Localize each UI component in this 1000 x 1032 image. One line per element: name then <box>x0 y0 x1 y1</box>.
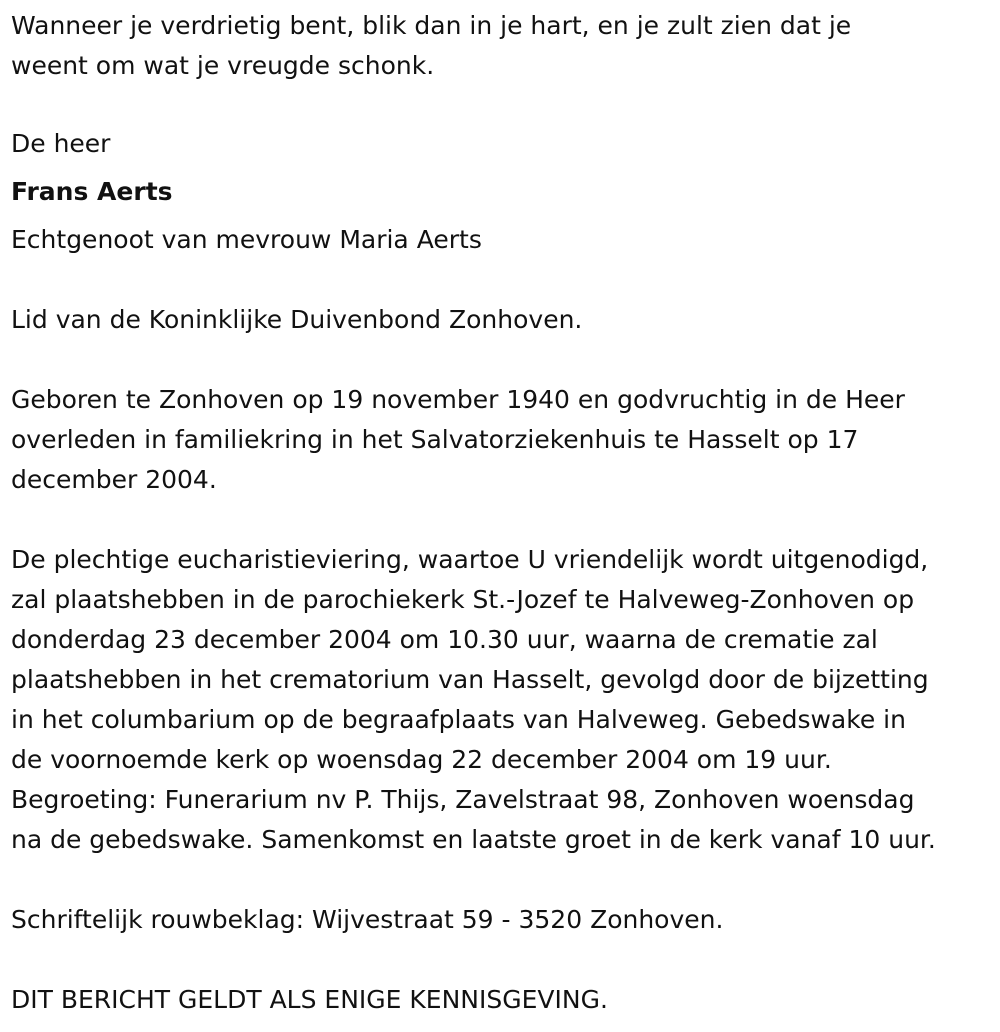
opening-quote: Wanneer je verdrietig bent, blik dan in je hart, en je zult zien dat je weent om wat je vreugde schonk. <box>11 11 852 80</box>
obituary-document <box>11 6 996 1020</box>
notice-line: DIT BERICHT GELDT ALS ENIGE KENNISGEVING. <box>11 985 608 1014</box>
condolence-address: Schriftelijk rouwbeklag: Wijvestraat 59 - 3520 Zonhoven. <box>11 905 724 934</box>
salutation: De heer <box>11 129 111 158</box>
deceased-name: Frans Aerts <box>11 177 173 206</box>
spouse-line: Echtgenoot van mevrouw Maria Aerts <box>11 225 482 254</box>
ceremony-paragraph: De plechtige eucharistieviering, waartoe U vriendelijk wordt uitgenodigd, zal plaatshebben in de parochiekerk St.-Jozef te Halveweg-Zonhoven op donderdag 23 december 2004 om 10.30 uur, waarna de crematie zal plaatshebben in het crematorium van Hasselt, gevolgd door de bijzetting in het columbarium op de begraafplaats van Halveweg. Gebedswake in de voornoemde kerk op woensdag 22 december 2004 om 19 uur. Begroeting: Funerarium nv P. Thijs, Zavelstraat 98, Zonhoven woensdag na de gebedswake. Samenkomst en laatste groet in de kerk vanaf 10 uur. <box>11 545 936 854</box>
birth-death-paragraph: Geboren te Zonhoven op 19 november 1940 en godvruchtig in de Heer overleden in familiekring in het Salvatorziekenhuis te Hasselt op 17 december 2004. <box>11 385 905 494</box>
membership-line: Lid van de Koninklijke Duivenbond Zonhoven. <box>11 305 583 334</box>
